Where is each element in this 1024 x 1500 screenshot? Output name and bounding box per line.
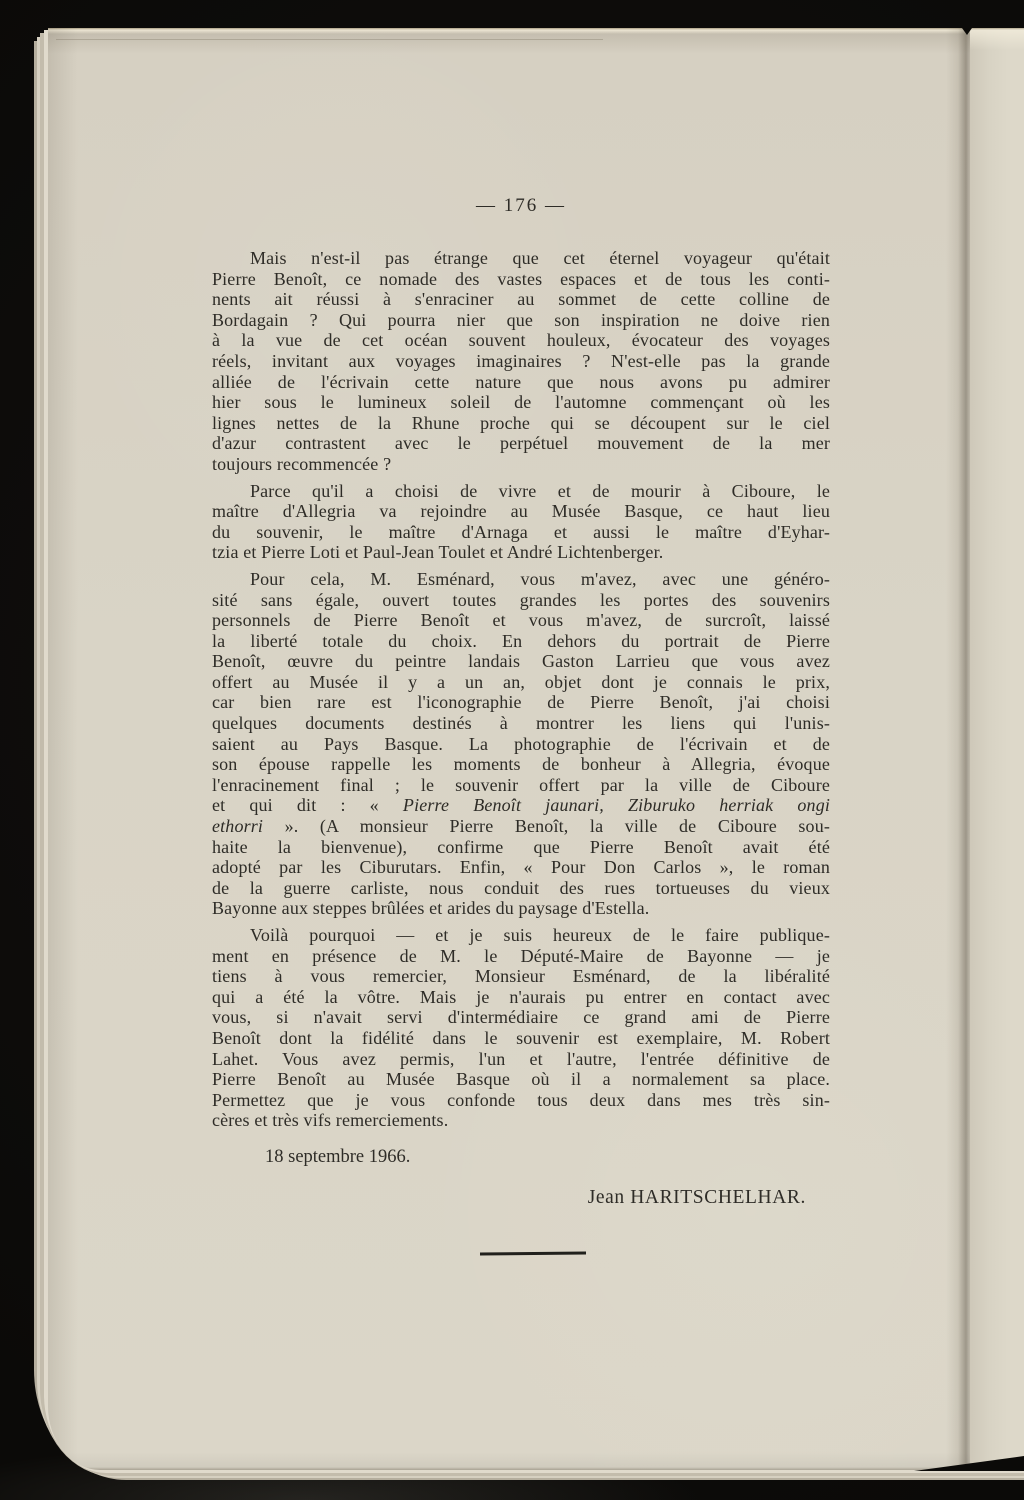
text-line: maître d'Allegria va rejoindre au Musée Basque, ce haut lieu bbox=[212, 501, 830, 522]
text-line: ethorri ». (A monsieur Pierre Benoît, la ville de Ciboure sou- bbox=[212, 816, 830, 837]
paragraph bbox=[212, 925, 830, 1131]
top-crease-line bbox=[56, 39, 603, 40]
paragraph bbox=[212, 569, 830, 919]
text-line: de la guerre carliste, nous conduit des rues tortueuses du vieux bbox=[212, 877, 830, 898]
text-line: Benoît dont la fidélité dans le souvenir est exemplaire, M. Robert bbox=[212, 1027, 830, 1048]
end-rule bbox=[480, 1251, 586, 1255]
paragraph bbox=[212, 248, 830, 475]
date-line: 18 septembre 1966. bbox=[265, 1146, 411, 1167]
text-line: haite la bienvenue), confirme que Pierre Benoît avait été bbox=[212, 836, 830, 857]
text-line: d'azur contrastent avec le perpétuel mouvement de la mer bbox=[212, 433, 830, 454]
text-line: la liberté totale du choix. En dehors du portrait de Pierre bbox=[212, 630, 830, 651]
book-page bbox=[48, 28, 1024, 1470]
text-line: qui a été la vôtre. Mais je n'aurais pu entrer en contact avec bbox=[212, 986, 830, 1007]
text-line: l'enracinement final ; le souvenir offert par la ville de Ciboure bbox=[212, 774, 830, 795]
text-line: Mais n'est-il pas étrange que cet éternel voyageur qu'était bbox=[250, 248, 830, 268]
text-line: du souvenir, le maître d'Arnaga et aussi le maître d'Eyhar- bbox=[212, 521, 830, 542]
text-line: Benoît, œuvre du peintre landais Gaston Larrieu que vous avez bbox=[212, 651, 830, 672]
paragraph bbox=[212, 481, 830, 563]
text-line: Pierre Benoît au Musée Basque où il a normalement sa place. bbox=[212, 1069, 830, 1090]
text-line: Bayonne aux steppes brûlées et arides du paysage d'Estella. bbox=[212, 898, 650, 919]
page-content bbox=[212, 195, 830, 1255]
text-line: Permettez que je vous confonde tous deux dans mes très sin- bbox=[212, 1089, 830, 1110]
text-line: Lahet. Vous avez permis, l'un et l'autre, l'entrée définitive de bbox=[212, 1048, 830, 1069]
text-line: nents ait réussi à s'enraciner au sommet de cette colline de bbox=[212, 289, 830, 310]
text-line: toujours recommencée ? bbox=[212, 453, 392, 474]
text-line: Voilà pourquoi — et je suis heureux de le faire publique- bbox=[250, 925, 830, 945]
text-line: saient au Pays Basque. La photographie de l'écrivain et de bbox=[212, 733, 830, 754]
text-line: lignes nettes de la Rhune proche qui se découpent sur le ciel bbox=[212, 412, 830, 433]
text-line: Bordagain ? Qui pourra nier que son inspiration ne doive rien bbox=[212, 309, 830, 330]
text-line: car bien rare est l'iconographie de Pierre Benoît, j'ai choisi bbox=[212, 692, 830, 713]
text-line: Pour cela, M. Esménard, vous m'avez, avec une généro- bbox=[250, 568, 830, 589]
text-line: et qui dit : « Pierre Benoît jaunari, Ziburuko herriak ongi bbox=[212, 795, 830, 816]
text-line: personnels de Pierre Benoît et vous m'avez, de surcroît, laissé bbox=[212, 610, 830, 631]
text-line: offert au Musée il y a un an, objet dont je connais le prix, bbox=[212, 671, 830, 692]
text-line: cères et très vifs remerciements. bbox=[212, 1110, 449, 1131]
text-line: vous, si n'avait servi d'intermédiaire ce grand ami de Pierre bbox=[212, 1007, 830, 1028]
text-line: Pierre Benoît, ce nomade des vastes espaces et de tous les conti- bbox=[212, 268, 830, 289]
page-number: — 176 — bbox=[476, 195, 566, 216]
text-line: hier sous le lumineux soleil de l'automne commençant où les bbox=[212, 392, 830, 413]
text-line: adopté par les Ciburutars. Enfin, « Pour Don Carlos », le roman bbox=[212, 857, 830, 878]
diagonal-crease bbox=[970, 28, 1024, 328]
text-line: réels, invitant aux voyages imaginaires ? N'est-elle pas la grande bbox=[212, 350, 830, 371]
text-line: quelques documents destinés à montrer les liens qui l'unis- bbox=[212, 713, 830, 734]
text-line: tiens à vous remercier, Monsieur Esménard, de la libéralité bbox=[212, 966, 830, 987]
text-line: tzia et Pierre Loti et Paul-Jean Toulet et André Lichtenberger. bbox=[212, 542, 664, 563]
text-line: à la vue de cet océan souvent houleux, évocateur des voyages bbox=[212, 330, 830, 351]
text-line: son épouse rappelle les moments de bonheur à Allegria, évoque bbox=[212, 754, 830, 775]
body-text bbox=[212, 248, 830, 1131]
signature: Jean HARITSCHELHAR. bbox=[587, 1186, 806, 1208]
text-line: ment en présence de M. le Député-Maire de Bayonne — je bbox=[212, 945, 830, 966]
text-line: alliée de l'écrivain cette nature que nous avons pu admirer bbox=[212, 371, 830, 392]
text-line: sité sans égale, ouvert toutes grandes les portes des souvenirs bbox=[212, 589, 830, 610]
text-line: Parce qu'il a choisi de vivre et de mourir à Ciboure, le bbox=[250, 480, 830, 501]
